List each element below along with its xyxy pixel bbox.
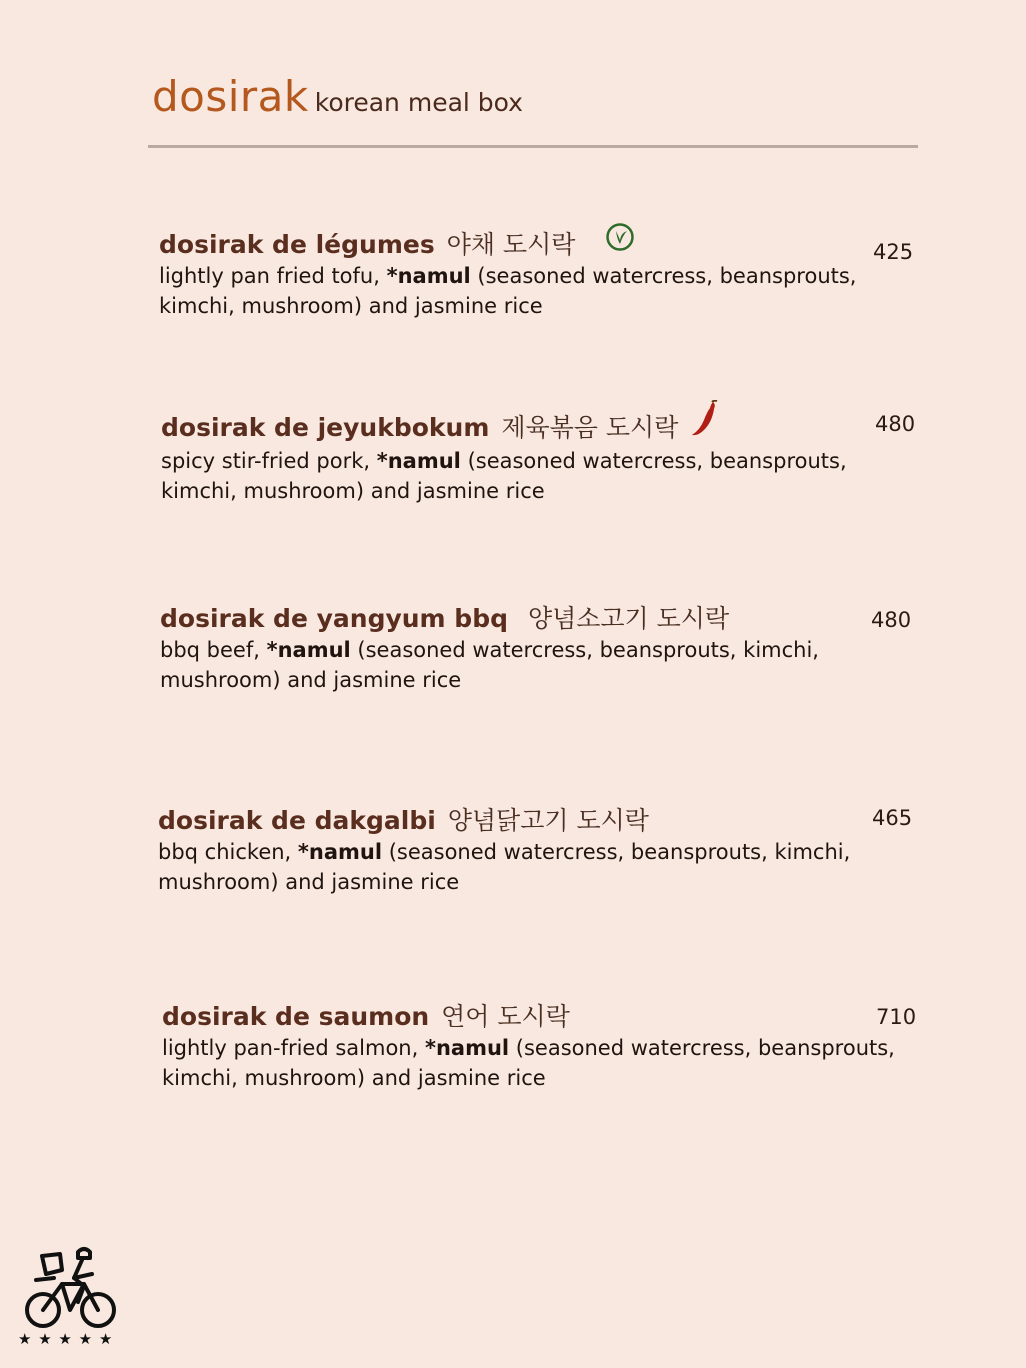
item-description: lightly pan-fried salmon, *namul (seasoned watercress, beansprouts, kimchi, mushroom) and jasmine rice [162, 1036, 895, 1090]
item-korean-name: 연어 도시락 [441, 1002, 570, 1031]
item-price: 465 [872, 806, 913, 830]
item-heading [158, 805, 928, 837]
item-description: bbq chicken, *namul (seasoned watercress, beansprouts, kimchi, mushroom) and jasmine rice [158, 840, 851, 894]
vegetarian-leaf-icon [605, 222, 635, 260]
header-divider [148, 145, 918, 148]
item-korean-name: 제육볶음 도시락 [501, 413, 679, 442]
item-korean-name: 야채 도시락 [446, 230, 576, 259]
item-korean-name: 양념소고기 도시락 [527, 604, 730, 633]
menu-item [161, 412, 931, 506]
item-price: 480 [871, 608, 912, 632]
delivery-badge [18, 1244, 122, 1350]
item-price: 710 [876, 1005, 917, 1029]
item-name: dosirak de saumon [162, 1002, 430, 1031]
menu-item [160, 603, 930, 695]
item-price: 425 [873, 240, 914, 264]
item-heading [159, 229, 929, 261]
item-name: dosirak de yangyum bbq [160, 604, 508, 633]
delivery-cyclist-icon [18, 1244, 122, 1330]
menu-item [158, 805, 928, 897]
rating-stars: ★ ★ ★ ★ ★ [18, 1330, 114, 1348]
menu-header [152, 72, 523, 121]
item-heading [161, 412, 931, 446]
item-korean-name: 양념닭고기 도시락 [447, 806, 649, 835]
item-name: dosirak de légumes [159, 230, 435, 259]
item-description: bbq beef, *namul (seasoned watercress, beansprouts, kimchi, mushroom) and jasmine rice [160, 638, 819, 692]
item-name: dosirak de jeyukbokum [161, 413, 490, 442]
chili-pepper-icon [690, 400, 720, 446]
item-description: spicy stir-fried pork, *namul (seasoned watercress, beansprouts, kimchi, mushroom) and jasmine rice [161, 449, 847, 503]
menu-item [162, 1001, 932, 1093]
item-name: dosirak de dakgalbi [158, 806, 436, 835]
item-heading [160, 603, 930, 635]
section-title: dosirak [152, 72, 309, 121]
item-price: 480 [875, 412, 916, 436]
item-description: lightly pan fried tofu, *namul (seasoned watercress, beansprouts, kimchi, mushroom) and jasmine rice [159, 264, 857, 318]
menu-item [159, 229, 929, 321]
item-heading [162, 1001, 932, 1033]
section-subtitle: korean meal box [314, 88, 523, 117]
